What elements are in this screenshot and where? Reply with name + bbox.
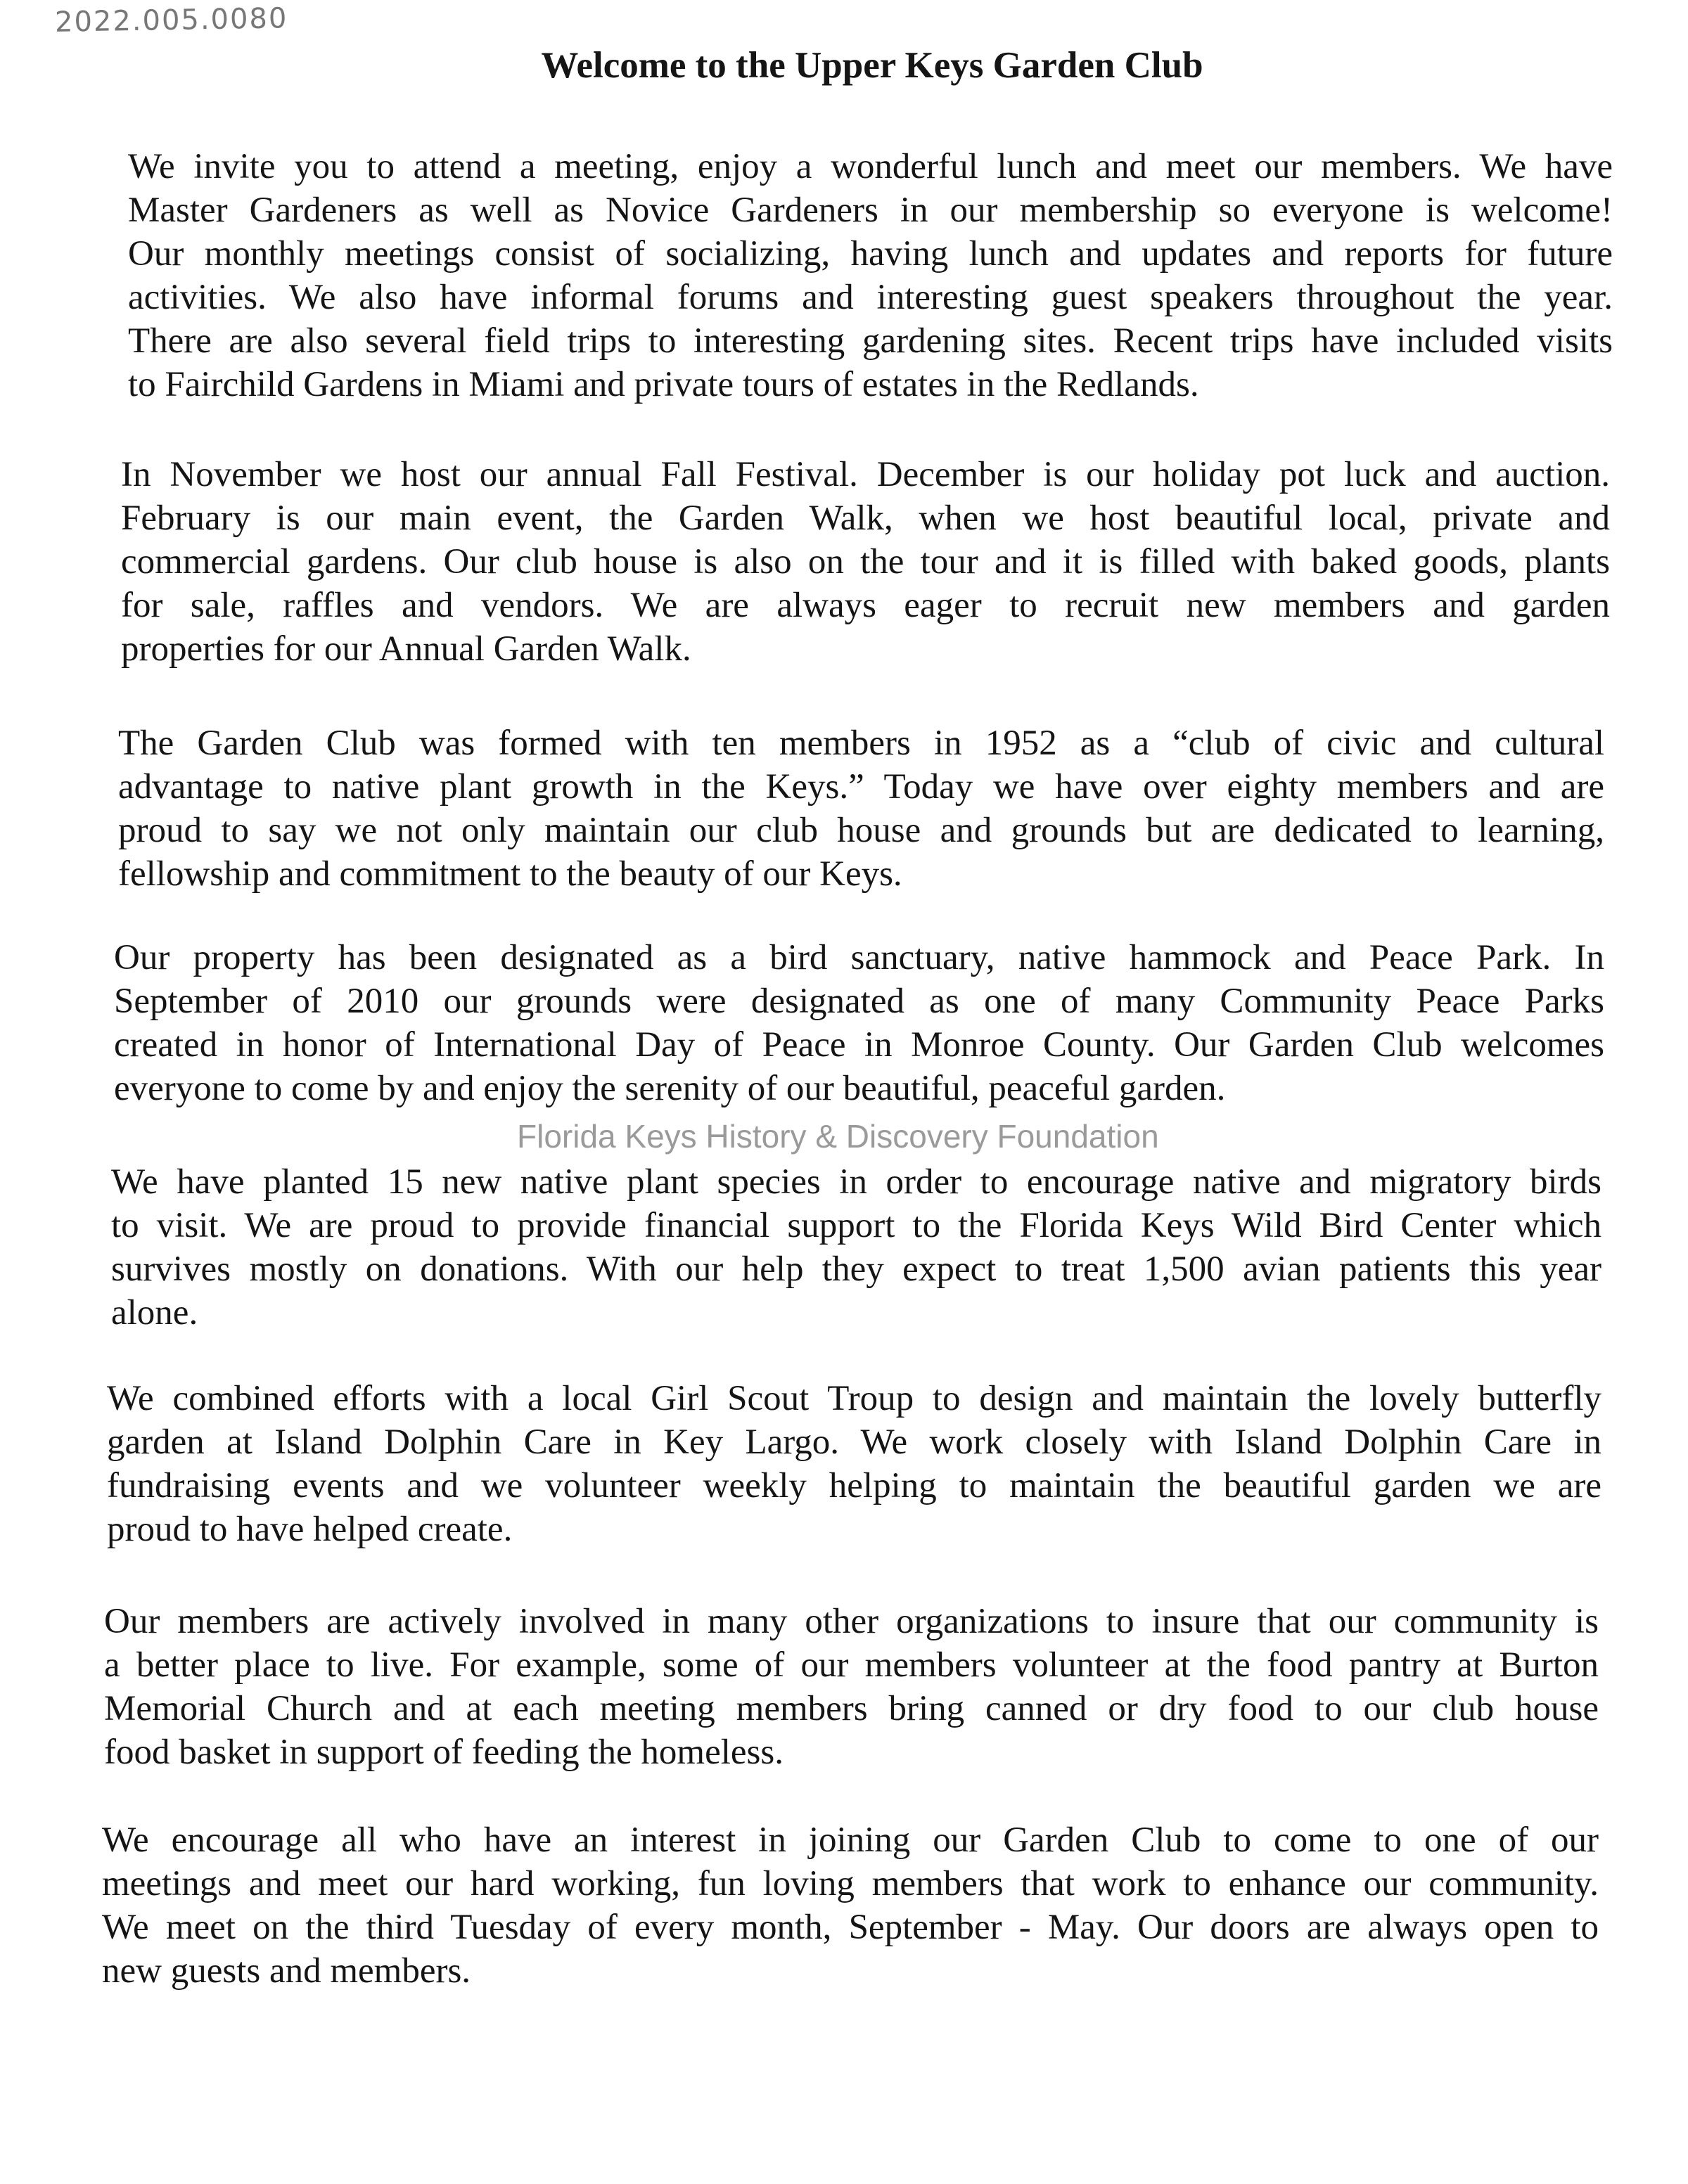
text-line: new guests and members. bbox=[102, 1951, 471, 1991]
paragraph bbox=[118, 721, 1604, 896]
paragraph bbox=[121, 453, 1610, 671]
watermark: Florida Keys History & Discovery Foundation bbox=[517, 1118, 1159, 1155]
text-line: proud to have helped create. bbox=[107, 1510, 513, 1549]
text-line: food basket in support of feeding the homeless. bbox=[104, 1733, 784, 1772]
text-line: We meet on the third Tuesday of every month, September - May. Our doors are always open to bbox=[102, 1908, 1599, 1947]
paragraph bbox=[107, 1377, 1601, 1551]
handwritten-accession-number: 2022.005.0080 bbox=[54, 2, 288, 39]
paragraph bbox=[102, 1818, 1599, 1993]
text-line: fundraising events and we volunteer weekly helping to maintain the beautiful garden we are bbox=[107, 1466, 1601, 1505]
paragraph bbox=[111, 1160, 1601, 1335]
text-line: for sale, raffles and vendors. We are always eager to recruit new members and garden bbox=[121, 586, 1610, 625]
text-line: We invite you to attend a meeting, enjoy a wonderful lunch and meet our members. We have bbox=[128, 147, 1613, 186]
text-line: In November we host our annual Fall Festival. December is our holiday pot luck and auction. bbox=[121, 455, 1610, 494]
paragraph bbox=[128, 145, 1613, 406]
text-line: We have planted 15 new native plant species in order to encourage native and migratory birds bbox=[111, 1162, 1601, 1202]
paragraph bbox=[114, 936, 1604, 1110]
text-line: properties for our Annual Garden Walk. bbox=[121, 629, 691, 669]
text-line: everyone to come by and enjoy the serenity of our beautiful, peaceful garden. bbox=[114, 1069, 1226, 1108]
text-line: Memorial Church and at each meeting members bring canned or dry food to our club house bbox=[104, 1689, 1599, 1728]
text-line: We combined efforts with a local Girl Scout Troup to design and maintain the lovely butterfly bbox=[107, 1379, 1601, 1418]
text-line: There are also several field trips to interesting gardening sites. Recent trips have included visits bbox=[128, 321, 1613, 361]
document-title: Welcome to the Upper Keys Garden Club bbox=[541, 45, 1203, 86]
text-line: meetings and meet our hard working, fun loving members that work to enhance our community. bbox=[102, 1864, 1599, 1903]
text-line: We encourage all who have an interest in joining our Garden Club to come to one of our bbox=[102, 1820, 1599, 1860]
text-line: survives mostly on donations. With our help they expect to treat 1,500 avian patients this year bbox=[111, 1250, 1601, 1289]
text-line: Our members are actively involved in many other organizations to insure that our community is bbox=[104, 1602, 1599, 1641]
text-line: to Fairchild Gardens in Miami and private tours of estates in the Redlands. bbox=[128, 365, 1199, 404]
text-line: commercial gardens. Our club house is also on the tour and it is filled with baked goods, plants bbox=[121, 542, 1610, 582]
text-line: advantage to native plant growth in the Keys.” Today we have over eighty members and are bbox=[118, 767, 1604, 807]
text-line: a better place to live. For example, some of our members volunteer at the food pantry at Burton bbox=[104, 1645, 1599, 1685]
text-line: garden at Island Dolphin Care in Key Largo. We work closely with Island Dolphin Care in bbox=[107, 1422, 1601, 1462]
text-line: Our property has been designated as a bird sanctuary, native hammock and Peace Park. In bbox=[114, 938, 1604, 977]
text-line: to visit. We are proud to provide financial support to the Florida Keys Wild Bird Center which bbox=[111, 1206, 1601, 1245]
text-line: September of 2010 our grounds were designated as one of many Community Peace Parks bbox=[114, 982, 1604, 1021]
text-line: created in honor of International Day of Peace in Monroe County. Our Garden Club welcomes bbox=[114, 1025, 1604, 1065]
paragraph bbox=[104, 1600, 1599, 1774]
text-line: fellowship and commitment to the beauty of our Keys. bbox=[118, 854, 902, 894]
text-line: The Garden Club was formed with ten members in 1952 as a “club of civic and cultural bbox=[118, 724, 1604, 763]
text-line: Our monthly meetings consist of socializing, having lunch and updates and reports for future bbox=[128, 234, 1613, 274]
text-line: alone. bbox=[111, 1293, 198, 1332]
text-line: Master Gardeners as well as Novice Gardeners in our membership so everyone is welcome! bbox=[128, 191, 1613, 230]
text-line: February is our main event, the Garden Walk, when we host beautiful local, private and bbox=[121, 499, 1610, 538]
text-line: proud to say we not only maintain our club house and grounds but are dedicated to learning, bbox=[118, 811, 1604, 850]
text-line: activities. We also have informal forums and interesting guest speakers throughout the year. bbox=[128, 278, 1613, 317]
